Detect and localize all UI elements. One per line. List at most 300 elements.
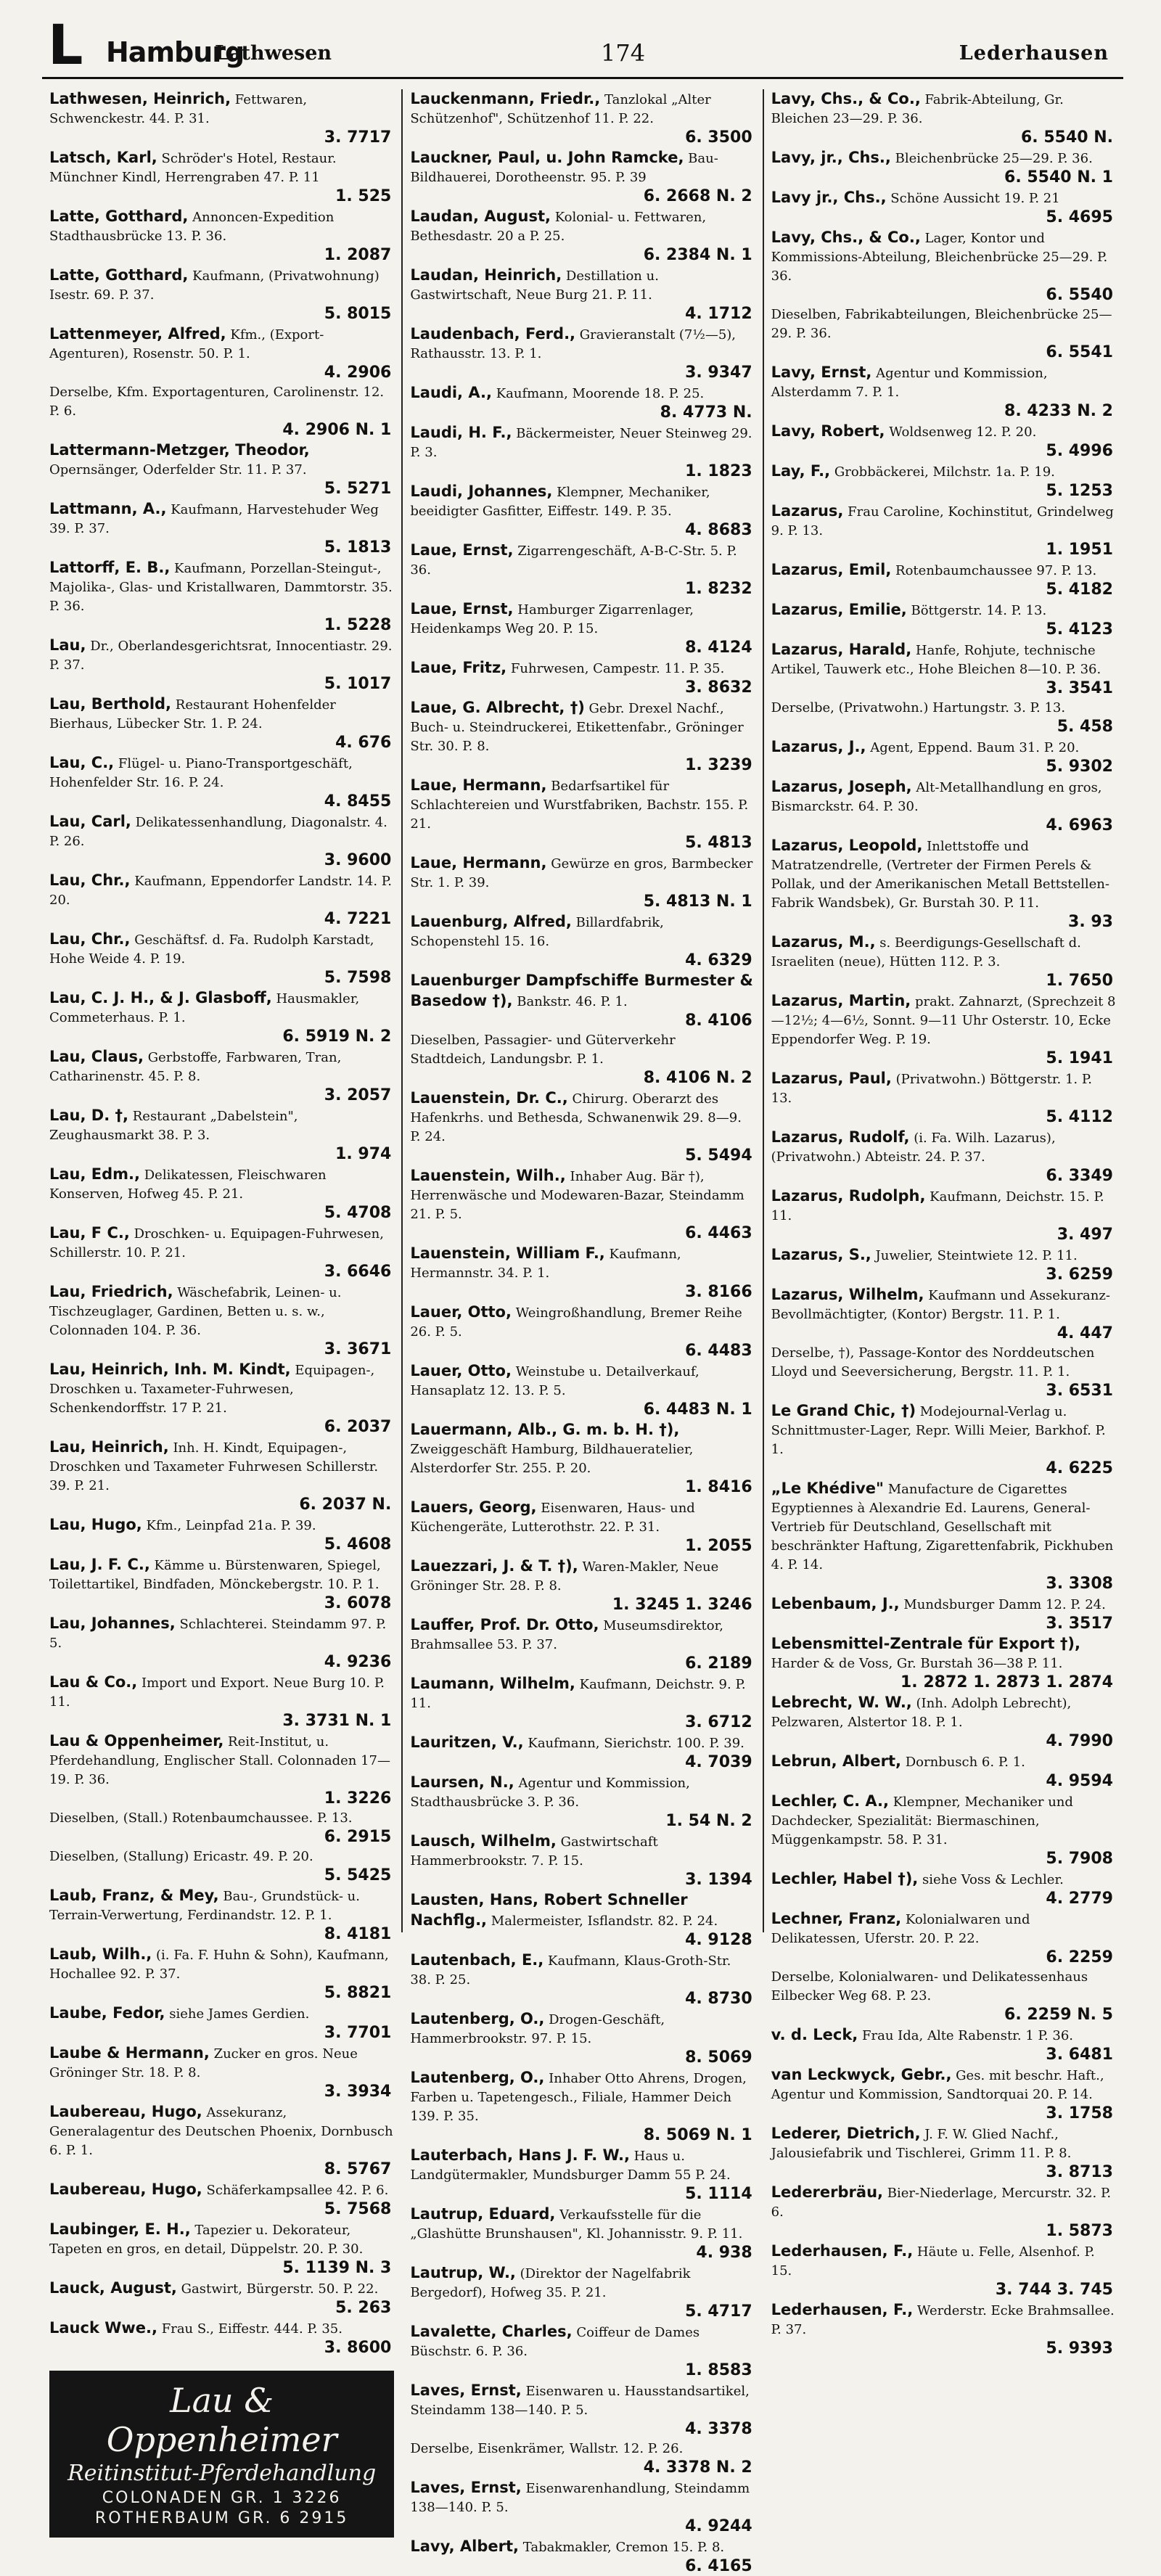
entry-name: Lazarus, [771,502,844,520]
entry-phone-number: 3. 6259 [1046,1266,1113,1284]
entry-phone-number: 5. 7908 [1046,1850,1113,1868]
entry-phone-number: 6. 2384 N. 1 [643,246,752,264]
entry-details: Equipagen-, Droschken u. Taxameter-Fuhrwesen, Schenkendorffstr. 17 P. 21. [49,1363,375,1416]
directory-entry [771,1245,1116,1284]
entry-phone-number: 4. 9236 [324,1653,392,1671]
directory-entry [49,753,394,811]
directory-entry [410,423,755,481]
directory-entry [771,422,1116,461]
entry-phone-number: 3. 3671 [324,1340,392,1358]
entry-details: Bleichenbrücke 25—29. P. 36. [895,151,1093,166]
entry-phone-number: 5. 8015 [324,305,392,323]
entry-details: Drogen-Geschäft, Hammerbrookstr. 97. P. 15. [410,2012,665,2046]
entry-name: Lausten, Hans, Robert Schneller Nachflg., [410,1891,688,1929]
directory-entry [49,1515,394,1554]
entry-phone-number: 4. 7221 [324,910,392,928]
first-entry-keyword: Lathwesen [215,42,332,65]
directory-entry [410,1420,755,1497]
entry-name: Laves, Ernst, [410,2479,522,2496]
entry-name: Laudan, Heinrich, [410,266,562,284]
entry-name: Lazarus, Emil, [771,561,892,578]
directory-entry [410,266,755,324]
entry-details: Inhaber Otto Ahrens, Drogen, Farben u. Tapetengesch., Filiale, Hammer Deich 139. P. 35. [410,2071,747,2124]
entry-details: siehe James Gerdien. [169,2006,310,2022]
directory-entry [49,1886,394,1944]
entry-name: Lauer, Otto, [410,1362,512,1379]
entry-phone-number: 8. 5767 [324,2160,392,2178]
entry-details: Reit-Institut, u. Pferdehandlung, Englischer Stall. Colonnaden 17—19. P. 36. [49,1734,390,1787]
directory-entry [410,1244,755,1302]
directory-entry [771,1344,1116,1400]
entry-phone-number: 4. 676 [335,734,392,752]
entry-details: Kaufmann, (Privatwohnung) Isestr. 69. P. 37. [49,268,380,303]
directory-entry [410,1773,755,1831]
entry-name: Latte, Gotthard, [49,266,189,284]
entry-name: Lederhausen, F., [771,2301,914,2318]
entry-phone-number: 3. 8632 [685,678,752,697]
directory-entry [771,1693,1116,1751]
entry-details: Restaurant Hohenfelder Bierhaus, Lübecker Str. 1. P. 24. [49,697,336,731]
entry-phone-number: 5. 7568 [324,2200,392,2218]
entry-phone-number: 6. 2915 [324,1828,392,1846]
entry-phone-number: 4. 3378 N. 2 [643,2458,752,2477]
directory-entry [410,2146,755,2204]
entry-phone-number: 4. 938 [696,2244,752,2262]
entry-name: Laue, Ernst, [410,600,514,618]
directory-entry [771,1069,1116,1127]
entry-details: s. Beerdigungs-Gesellschaft d. Israeliten (neue), Hütten 112. P. 3. [771,935,1081,969]
entry-name: Lauckenmann, Friedr., [410,90,601,107]
entry-details: Wäschefabrik, Leinen- u. Tischzeuglager, Gardinen, Betten u. s. w., Colonnaden 104. P. 36. [49,1285,342,1338]
entry-phone-number: 8. 5069 [685,2048,752,2067]
directory-entry [771,600,1116,639]
entry-details: Geschäftsf. d. Fa. Rudolph Karstadt, Hohe Weide 4. P. 19. [49,932,374,967]
entry-list [771,89,1116,2358]
entry-phone-number: 5. 5425 [324,1866,392,1884]
entry-details: Klempner, Mechaniker und Dachdecker, Spezialität: Biermaschinen, Müggenkampstr. 58. P. 31. [771,1794,1073,1847]
directory-entry [771,932,1116,990]
entry-details: Kaufmann, Eppendorfer Landstr. 14. P. 20. [49,874,392,908]
entry-name: Laubinger, E. H., [49,2220,191,2238]
directory-entry [410,89,755,147]
directory-entry [771,2124,1116,2182]
entry-phone-number: 5. 4695 [1046,208,1113,226]
entry-phone-number: 3. 2057 [324,1086,392,1104]
entry-details: Kaufmann, Harvestehuder Weg 39. P. 37. [49,502,379,536]
entry-name: Lauck, August, [49,2279,177,2297]
entry-details: Gerbstoffe, Farbwaren, Tran, Catharinenstr. 45. P. 8. [49,1050,342,1084]
entry-phone-number: 1. 1951 [1046,541,1113,559]
entry-details: Inhaber Aug. Bär †), Herrenwäsche und Modewaren-Bazar, Steindamm 21. P. 5. [410,1169,744,1222]
entry-details: (Privatwohn.) Böttgerstr. 1. P. 13. [771,1072,1093,1106]
entry-details: Haus u. Landgütermakler, Mundsburger Damm 55 P. 24. [410,2149,731,2183]
directory-entry [49,499,394,557]
directory-entry [410,2478,755,2536]
entry-phone-number: 3. 8600 [324,2339,392,2357]
entry-phone-number: 5. 4813 [685,834,752,852]
entry-name: Lauenburg, Alfred, [410,913,572,930]
entry-details: Bäckermeister, Neuer Steinweg 29. P. 3. [410,426,752,460]
directory-entry [771,1479,1116,1593]
entry-phone-number: 1. 525 [335,187,392,205]
entry-phone-number: 3. 6481 [1046,2046,1113,2064]
entry-details: Rotenbaumchaussee 97. P. 13. [895,563,1097,578]
entry-phone-number: 6. 5919 N. 2 [282,1027,392,1046]
entry-name: Lederer, Dietrich, [771,2125,921,2142]
entry-phone-number: 6. 4483 [685,1342,752,1360]
entry-details: Inlettstoffe und Matratzendrelle, (Vertreter der Firmen Perels & Pollak, und der Amerikanischen Metall Bettstellen-Fabrik Wandsbek), Gr. Burstah 30. P. 11. [771,839,1109,911]
directory-entry [410,2381,755,2439]
entry-name: Lauterbach, Hans J. F. W., [410,2146,630,2164]
entry-details: Fettwaren, Schwenckestr. 44. P. 31. [49,92,308,126]
directory-entry [49,558,394,635]
entry-details: Bau-Bildhauerei, Dorotheenstr. 95. P. 39 [410,151,718,185]
entry-phone-number: 1. 3226 [324,1789,392,1808]
entry-phone-number: 1. 8232 [685,580,752,598]
directory-entry [410,1498,755,1556]
entry-phone-number: 5. 4112 [1046,1108,1113,1126]
entry-name: Lau, J. F. C., [49,1556,150,1573]
directory-entry [49,266,394,324]
entry-phone-number: 1. 3245 1. 3246 [612,1596,752,1614]
section-letter: L [48,12,83,77]
page-number: 174 [601,39,646,67]
entry-name: Lauenstein, William F., [410,1244,605,1262]
entry-name: Lau, D. †, [49,1107,128,1124]
entry-details: Museumsdirektor, Brahmsallee 53. P. 37. [410,1618,723,1652]
directory-entry [49,2102,394,2179]
entry-name: Lechner, Franz, [771,1910,902,1927]
entry-name: Lazarus, Paul, [771,1070,892,1087]
entry-phone-number: 4. 8730 [685,1990,752,2008]
directory-entry [49,1614,394,1672]
entry-name: Lavy, jr., Chs., [771,149,891,166]
entry-details: Kaufmann, Moorende 18. P. 25. [496,386,705,401]
directory-entry [771,2065,1116,2123]
entry-name: Lauenburger Dampfschiffe Burmester & Basedow †), [410,972,753,1009]
entry-details: Hamburger Zigarrenlager, Heidenkamps Weg 20. P. 15. [410,602,694,636]
directory-entry [410,1831,755,1890]
entry-phone-number: 5. 4813 N. 1 [643,893,752,911]
entry-details: Fuhrwesen, Campestr. 11. P. 35. [510,661,725,676]
directory-entry [410,1951,755,2009]
entry-phone-number: 1. 5228 [324,616,392,634]
entry-details: Böttgerstr. 14. P. 13. [911,603,1047,618]
entry-name: Lauenstein, Dr. C., [410,1089,568,1107]
entry-details: Tanzlokal „Alter Schützenhof", Schützenhof 11. P. 22. [410,92,711,126]
entry-phone-number: 6. 2037 [324,1418,392,1436]
entry-details: Coiffeur de Dames Büschstr. 6. P. 36. [410,2325,700,2359]
directory-entry [771,462,1116,501]
entry-name: Laudan, August, [410,208,551,225]
entry-details: Juwelier, Steintwiete 12. P. 11. [875,1248,1078,1263]
directory-entry [410,1615,755,1673]
entry-phone-number: 3. 3517 [1046,1615,1113,1633]
entry-name: Laue, Ernst, [410,541,514,559]
entry-name: Laudi, A., [410,384,492,401]
entry-phone-number: 6. 3500 [685,128,752,147]
entry-details: Waren-Makler, Neue Gröninger Str. 28. P. 8. [410,1559,719,1593]
entry-phone-number: 5. 4123 [1046,620,1113,639]
city-title: Hamburg [106,36,245,68]
entry-details: Derselbe, Kfm. Exportagenturen, Carolinenstr. 12. P. 6. [49,385,385,419]
directory-entry [410,148,755,206]
entry-details: Chirurg. Oberarzt des Hafenkrhs. und Bethesda, Schwanenwik 29. 8—9. P. 24. [410,1091,742,1144]
directory-entry [771,1792,1116,1869]
directory-entry [49,1282,394,1359]
entry-phone-number: 5. 1017 [324,675,392,693]
entry-details: Tabakmakler, Cremon 15. P. 8. [522,2540,725,2555]
entry-phone-number: 6. 5540 [1046,286,1113,304]
entry-phone-number: 3. 1758 [1046,2104,1113,2122]
entry-details: Gebr. Drexel Nachf., Buch- u. Steindruckerei, Etikettenfabr., Gröninger Str. 30. P. 8. [410,701,744,754]
entry-name: Laubereau, Hugo, [49,2103,202,2120]
entry-phone-number: 6. 2037 N. [299,1496,392,1514]
directory-entry [49,2180,394,2219]
directory-entry [410,1088,755,1165]
entry-details: Frau S., Eiffestr. 444. P. 35. [161,2321,342,2337]
entry-phone-number: 5. 1253 [1046,482,1113,500]
entry-phone-number: 3. 3731 N. 1 [282,1712,392,1730]
entry-phone-number: 3. 9600 [324,851,392,869]
entry-list [49,89,394,2358]
entry-name: Lazarus, Wilhelm, [771,1286,924,1303]
entry-details: Dieselben, (Stall.) Rotenbaumchaussee. P. 13. [49,1810,353,1826]
directory-entry [410,2322,755,2380]
entry-phone-number: 3. 3541 [1046,679,1113,697]
entry-details: Derselbe, †), Passage-Kontor des Norddeutschen Lloyd und Seeversicherung, Bergstr. 11. P. 1. [771,1345,1095,1379]
entry-phone-number: 4. 3378 [685,2420,752,2438]
entry-phone-number: 3. 6712 [685,1713,752,1731]
entry-name: Lau, Berthold, [49,695,172,713]
entry-phone-number: 5. 1139 N. 3 [282,2259,392,2277]
entry-details: (i. Fa. F. Huhn & Sohn), Kaufmann, Hochallee 92. P. 37. [49,1948,389,1982]
entry-details: Kaufmann, Hermannstr. 34. P. 1. [410,1247,681,1281]
entry-details: Derselbe, Kolonialwaren- und Delikatessenhaus Eilbecker Weg 68. P. 23. [771,1969,1088,2003]
entry-details: Ges. mit beschr. Haft., Agentur und Kommission, Sandtorquai 20. P. 14. [771,2068,1104,2102]
entry-name: Lau, Heinrich, [49,1438,169,1456]
directory-entry [410,482,755,540]
entry-name: Lazarus, Harald, [771,641,912,658]
entry-details: (Direktor der Nagelfabrik Bergedorf), Hofweg 35. P. 21. [410,2266,691,2300]
entry-phone-number: 3. 8166 [685,1283,752,1301]
entry-details: Delikatessenhandlung, Diagonalstr. 4. P. 26. [49,815,387,849]
directory-entry [410,658,755,697]
entry-phone-number: 8. 5069 N. 1 [643,2126,752,2144]
entry-details: Fabrik-Abteilung, Gr. Bleichen 23—29. P. 36. [771,92,1064,126]
directory-entry [410,324,755,382]
entry-name: Laubereau, Hugo, [49,2181,202,2198]
entry-name: Laursen, N., [410,1773,514,1791]
directory-entry [410,207,755,265]
entry-phone-number: 4. 9594 [1046,1772,1113,1790]
entry-phone-number: 5. 1813 [324,538,392,557]
entry-phone-number: 3. 6078 [324,1594,392,1612]
entry-name: Le Grand Chic, †) [771,1402,916,1419]
entry-details: Tapezier u. Dekorateur, Tapeten en gros, en detail, Düppelstr. 20. P. 30. [49,2223,364,2257]
entry-name: Lazarus, Emilie, [771,601,907,618]
entry-phone-number: 4. 8455 [324,792,392,811]
entry-name: Lau, Johannes, [49,1615,176,1632]
entry-phone-number: 4. 6963 [1046,816,1113,834]
directory-entry [49,324,394,382]
entry-phone-number: 5. 5494 [685,1147,752,1165]
column-3 [763,89,1123,2358]
entry-details: Manufacture de Cigarettes Egyptiennes à Alexandrie Ed. Laurens, General-Vertrieb für Deutschland, Gesellschaft mit beschränkter Haftung, Zigarettenfabrik, Pickhuben 4. P. 14. [771,1482,1114,1572]
entry-name: Lau, F C., [49,1224,130,1242]
directory-entry [49,440,394,499]
directory-entry [49,1673,394,1731]
directory-entry [410,1166,755,1243]
directory-columns [42,89,1123,2575]
entry-name: Lauffer, Prof. Dr. Otto, [410,1616,599,1633]
entry-phone-number: 6. 5540 N. 1 [1004,168,1113,186]
entry-details: Derselbe, Eisenkrämer, Wallstr. 12. P. 26. [410,2441,684,2456]
entry-details: Weingroßhandlung, Bremer Reihe 26. P. 5. [410,1305,742,1340]
entry-details: Zweiggeschäft Hamburg, Bildhaueratelier, Alsterdorfer Str. 255. P. 20. [410,1442,694,1476]
directory-entry [410,912,755,970]
entry-phone-number: 6. 4165 [685,2557,752,2575]
entry-phone-number: 5. 8821 [324,1984,392,2002]
entry-details: Modejournal-Verlag u. Schnittmuster-Lager, Repr. Willi Meier, Barkhof. P. 1. [771,1404,1106,1457]
entry-name: Lau, Hugo, [49,1516,142,1533]
entry-details: Woldsenweg 12. P. 20. [889,424,1037,440]
directory-entry [49,1437,394,1514]
entry-details: Weinstube u. Detailverkauf, Hansaplatz 12. 13. P. 5. [410,1364,700,1398]
entry-phone-number: 5. 263 [335,2299,392,2317]
entry-phone-number: 8. 4124 [685,639,752,657]
entry-phone-number: 8. 4233 N. 2 [1004,402,1113,420]
directory-entry [771,737,1116,776]
entry-phone-number: 5. 9393 [1046,2339,1113,2358]
entry-phone-number: 3. 6646 [324,1263,392,1281]
entry-details: Eisenwarenhandlung, Steindamm 138—140. P. 5. [410,2481,750,2515]
entry-details: Annoncen-Expedition Stadthausbrücke 13. P. 36. [49,210,335,244]
directory-entry [410,1303,755,1361]
entry-phone-number: 4. 447 [1057,1324,1113,1342]
entry-details: Assekuranz, Generalagentur des Deutschen Phoenix, Dornbusch 6. P. 1. [49,2105,393,2158]
entry-phone-number: 3. 7701 [324,2024,392,2042]
directory-entry [771,2025,1116,2064]
entry-name: Lazarus, Leopold, [771,837,923,854]
directory-entry [49,694,394,752]
ad-title: Lau & Oppenheimer [106,2381,337,2459]
entry-name: Lau, Friedrich, [49,1283,173,1300]
entry-phone-number: 3. 8713 [1046,2163,1113,2181]
entry-name: Laube & Hermann, [49,2044,210,2062]
entry-phone-number: 8. 4181 [324,1925,392,1943]
entry-details: Schröder's Hotel, Restaur. Münchner Kindl, Herrengraben 47. P. 11 [49,151,337,185]
directory-entry [49,2003,394,2043]
entry-phone-number: 6. 2259 N. 5 [1004,2006,1113,2024]
entry-name: Lebensmittel-Zentrale für Export †), [771,1635,1080,1652]
directory-entry [49,871,394,929]
entry-details: Billardfabrik, Schopenstehl 15. 16. [410,915,664,949]
entry-name: Lauermann, Alb., G. m. b. H. †), [410,1421,680,1438]
entry-name: Lauenstein, Wilh., [410,1167,566,1184]
entry-phone-number: 1. 974 [335,1145,392,1163]
column-1 [42,89,401,2527]
directory-entry [410,698,755,775]
entry-name: Lebenbaum, J., [771,1595,900,1612]
entry-name: Laue, Fritz, [410,659,507,676]
entry-name: Lautrup, W., [410,2264,516,2281]
entry-name: van Leckwyck, Gebr., [771,2066,952,2083]
directory-entry [49,812,394,870]
entry-name: Latsch, Karl, [49,149,157,166]
entry-details: Klempner, Mechaniker, beeidigter Gasfitter, Eiffestr. 149. P. 35. [410,485,710,519]
directory-entry [49,1731,394,1808]
entry-name: Lattermann-Metzger, Theodor, [49,441,310,459]
entry-phone-number: 1. 2087 [324,246,392,264]
entry-details: Flügel- u. Piano-Transportgeschäft, Hohenfelder Str. 16. P. 24. [49,756,353,790]
ad-subtitle: Reitinstitut-Pferdehandlung [67,2461,377,2486]
entry-phone-number: 5. 4608 [324,1535,392,1554]
directory-entry [49,988,394,1046]
entry-name: Lebrecht, W. W., [771,1694,912,1711]
directory-entry [771,1909,1116,1967]
entry-name: Lechler, Habel †), [771,1870,919,1887]
directory-entry [49,1555,394,1613]
directory-entry [771,305,1116,362]
directory-entry [49,1945,394,2003]
directory-entry [410,1361,755,1419]
advertisement-box [49,2371,394,2538]
entry-phone-number: 6. 2668 N. 2 [643,187,752,205]
entry-phone-number: 6. 5541 [1046,343,1113,361]
entry-phone-number: 4. 6225 [1046,1459,1113,1477]
entry-details: Hausmakler, Commeterhaus. P. 1. [49,991,360,1025]
entry-phone-number: 3. 6531 [1046,1382,1113,1400]
entry-phone-number: 1. 8583 [685,2361,752,2379]
entry-phone-number: 4. 2906 N. 1 [282,421,392,439]
entry-phone-number: 3. 1394 [685,1871,752,1889]
directory-entry [771,991,1116,1068]
entry-name: Lazarus, Rudolph, [771,1187,926,1205]
entry-phone-number: 5. 4182 [1046,581,1113,599]
entry-phone-number: 8. 4106 [685,1012,752,1030]
directory-entry [410,2068,755,2145]
entry-phone-number: 5. 1941 [1046,1049,1113,1067]
entry-phone-number: 4. 9128 [685,1931,752,1949]
directory-entry [771,148,1116,187]
directory-entry [49,1809,394,1847]
entry-details: Bier-Niederlage, Mercurstr. 32. P. 6. [771,2186,1112,2220]
directory-entry [49,2043,394,2101]
entry-details: Zigarrengeschäft, A-B-C-Str. 5. P. 36. [410,543,737,578]
entry-phone-number: 4. 9244 [685,2517,752,2535]
directory-entry [49,930,394,988]
entry-details: Kolonialwaren und Delikatessen, Uferstr. 20. P. 22. [771,1912,1030,1946]
entry-details: Bankstr. 46. P. 1. [517,994,628,1009]
entry-details: Kaufmann, Klaus-Groth-Str. 38. P. 25. [410,1953,731,1988]
directory-entry [49,2278,394,2318]
entry-phone-number: 8. 4106 N. 2 [643,1069,752,1087]
entry-name: Lazarus, Joseph, [771,778,912,795]
directory-entry [771,560,1116,599]
directory-entry [410,2440,755,2477]
directory-entry [410,1890,755,1950]
directory-entry [771,836,1116,932]
entry-details: Harder & de Voss, Gr. Burstah 36—38 P. 11. [771,1656,1063,1671]
entry-phone-number: 5. 5271 [324,480,392,498]
entry-details: Bedarfsartikel für Schlachtereien und Wurstfabriken, Bachstr. 155. P. 21. [410,779,749,832]
directory-entry [771,188,1116,227]
entry-name: Laudi, Johannes, [410,483,553,500]
entry-details: Frau Ida, Alte Rabenstr. 1 P. 36. [862,2028,1074,2043]
entry-details: Schlachterei. Steindamm 97. P. 5. [49,1617,387,1651]
entry-details: Eisenwaren u. Hausstandsartikel, Steindamm 138—140. P. 5. [410,2384,750,2418]
